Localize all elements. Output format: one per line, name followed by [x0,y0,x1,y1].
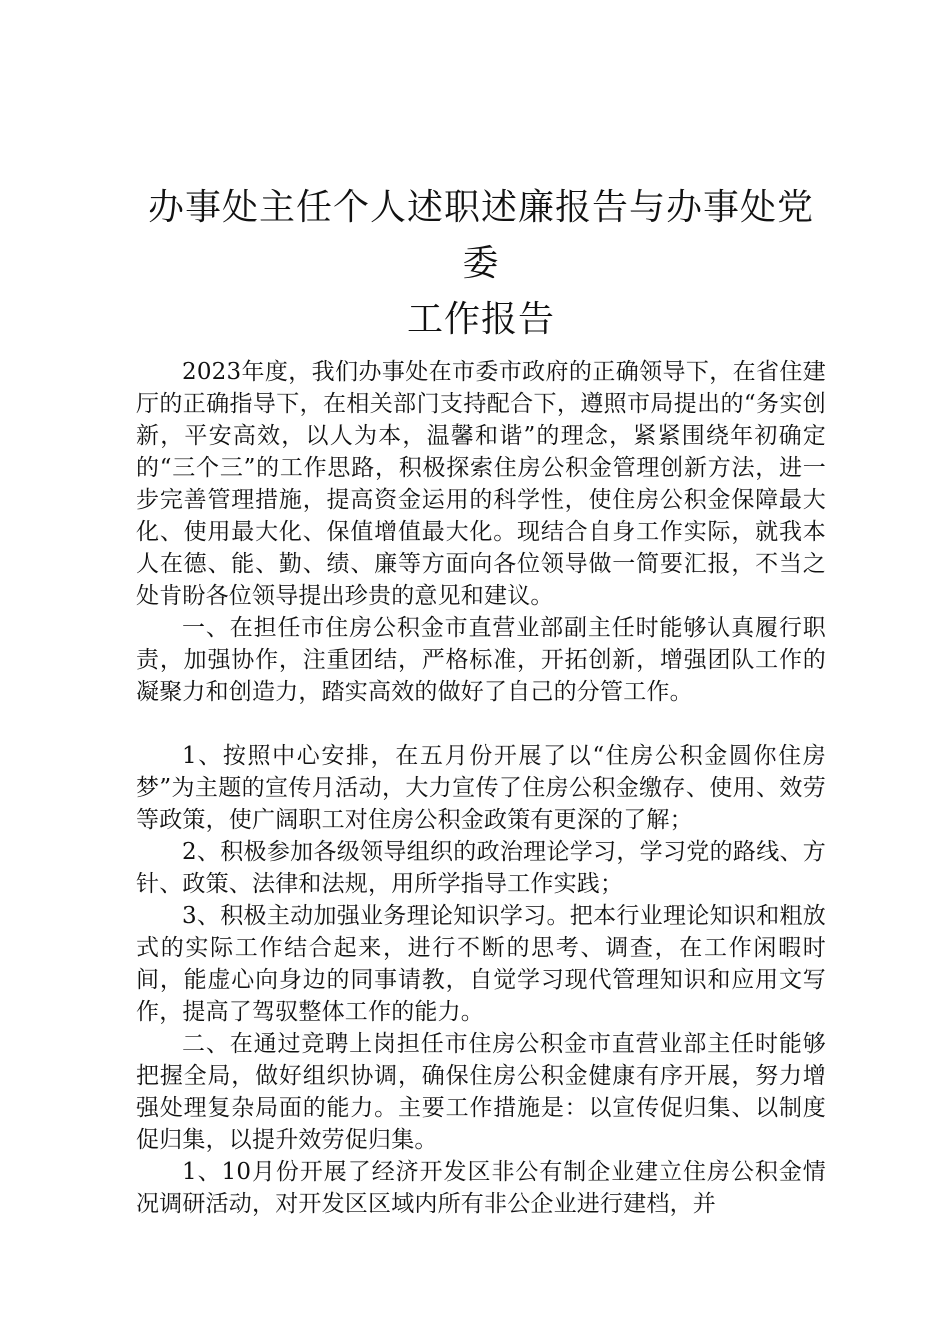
paragraph-spacer [136,708,826,740]
paragraph-item-1: 1、按照中心安排，在五月份开展了以“住房公积金圆你住房梦”为主题的宣传月活动，大力宣传了住房公积金缴存、使用、效劳等政策，使广阔职工对住房公积金政策有更深的了解； [136,743,826,833]
paragraph-section-2: 二、在通过竞聘上岗担任市住房公积金市直营业部主任时能够把握全局，做好组织协调，确保住房公积金健康有序开展，努力增强处理复杂局面的能力。主要工作措施是：以宣传促归集、以制度促归集，以提升效劳促归集。 [136,1031,826,1153]
title-line-2: 工作报告 [406,299,555,340]
document-page [136,180,826,1220]
paragraph-section-2-item-1: 1、10月份开展了经济开发区非公有制企业建立住房公积金情况调研活动，对开发区区域内所有非公企业进行建档，并 [136,1159,826,1217]
document-body [136,356,826,1220]
paragraph-item-2: 2、积极参加各级领导组织的政治理论学习，学习党的路线、方针、政策、法律和法规，用所学指导工作实践； [136,839,826,897]
document-title [136,180,826,348]
paragraph-section-1: 一、在担任市住房公积金市直营业部副主任时能够认真履行职责，加强协作，注重团结，严格标准，开拓创新，增强团队工作的凝聚力和创造力，踏实高效的做好了自己的分管工作。 [136,615,826,705]
title-line-1: 办事处主任个人述职述廉报告与办事处党委 [147,187,814,284]
paragraph-item-3: 3、积极主动加强业务理论知识学习。把本行业理论知识和粗放式的实际工作结合起来，进行不断的思考、调查，在工作闲暇时间，能虚心向身边的同事请教，自觉学习现代管理知识和应用文写作，提高了驾驭整体工作的能力。 [136,903,826,1025]
paragraph-intro: 2023年度，我们办事处在市委市政府的正确领导下，在省住建厅的正确指导下，在相关部门支持配合下，遵照市局提出的“务实创新，平安高效，以人为本，温馨和谐”的理念，紧紧围绕年初确定的“三个三”的工作思路，积极探索住房公积金管理创新方法，进一步完善管理措施，提高资金运用的科学性，使住房公积金保障最大化、使用最大化、保值增值最大化。现结合自身工作实际，就我本人在德、能、勤、绩、廉等方面向各位领导做一简要汇报，不当之处肯盼各位领导提出珍贵的意见和建议。 [136,359,826,609]
